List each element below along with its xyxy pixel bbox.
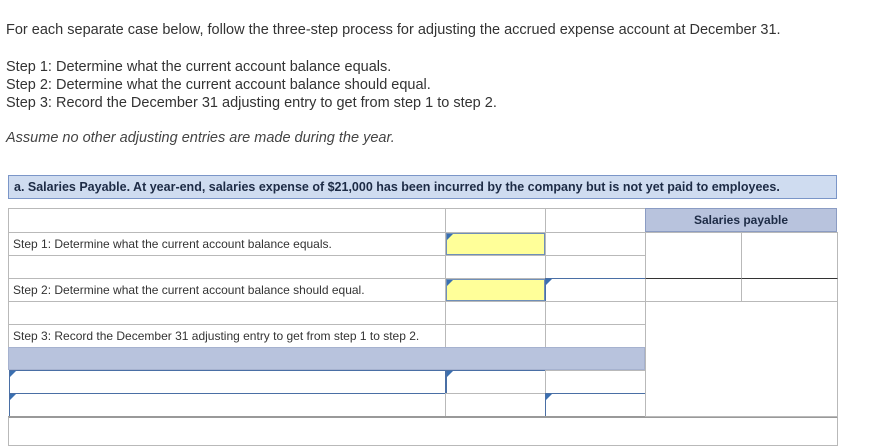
input-marker-icon — [10, 371, 16, 377]
input-marker-icon — [10, 394, 16, 400]
step3-label: Step 3: Record the December 31 adjusting entry to get from step 1 to step 2. — [13, 329, 420, 343]
entry-credit-input-2[interactable] — [545, 393, 646, 417]
instruction-step-1: Step 1: Determine what the current account balance equals. — [6, 59, 392, 75]
step1-input[interactable] — [446, 233, 545, 255]
grid-cell — [8, 255, 446, 279]
grid-cell — [8, 208, 446, 233]
grid-cell — [445, 301, 546, 325]
grid-cell — [445, 208, 546, 233]
entry-account-input-2[interactable] — [9, 393, 446, 417]
entry-credit-cell-1 — [545, 370, 646, 394]
journal-header-band — [8, 347, 645, 370]
case-a-header — [8, 175, 837, 199]
input-marker-icon — [447, 280, 453, 286]
entry-debit-input-1[interactable] — [446, 370, 546, 394]
input-marker-icon — [546, 279, 552, 285]
step2-extra-input[interactable] — [545, 278, 646, 302]
t-account-left-top — [645, 232, 742, 279]
grid-cell — [545, 208, 646, 233]
entry-account-input-1[interactable] — [9, 370, 446, 394]
step1-label: Step 1: Determine what the current account balance equals. — [13, 237, 332, 251]
step2-label: Step 2: Determine what the current account balance should equal. — [13, 283, 365, 297]
t-account-empty-area — [645, 301, 838, 417]
t-account-title: Salaries payable — [645, 208, 837, 232]
grid-cell — [545, 301, 646, 325]
entry-debit-cell-2 — [445, 393, 546, 417]
case-a-header-text: a. Salaries Payable. At year-end, salaries expense of $21,000 has been incurred by the company but is not yet paid to employees. — [14, 180, 780, 194]
grid-cell — [8, 301, 446, 325]
input-marker-icon — [447, 371, 453, 377]
grid-cell — [445, 324, 546, 348]
grid-cell — [545, 255, 646, 279]
t-account-left-balance — [645, 278, 742, 302]
input-marker-icon — [546, 394, 552, 400]
grid-cell — [545, 232, 646, 256]
instruction-step-2: Step 2: Determine what the current account balance should equal. — [6, 77, 431, 93]
grid-cell — [445, 255, 546, 279]
t-account-right-top — [741, 232, 838, 279]
input-marker-icon — [447, 234, 453, 240]
instructions-assumption: Assume no other adjusting entries are made during the year. — [6, 130, 395, 146]
step2-input[interactable] — [446, 279, 545, 301]
t-account-right-balance — [741, 278, 838, 302]
instructions-intro: For each separate case below, follow the three-step process for adjusting the accrued expense account at December 31. — [6, 22, 781, 38]
instructions-steps — [6, 58, 497, 112]
instruction-step-3: Step 3: Record the December 31 adjusting entry to get from step 1 to step 2. — [6, 95, 497, 111]
grid-cell — [545, 324, 646, 348]
